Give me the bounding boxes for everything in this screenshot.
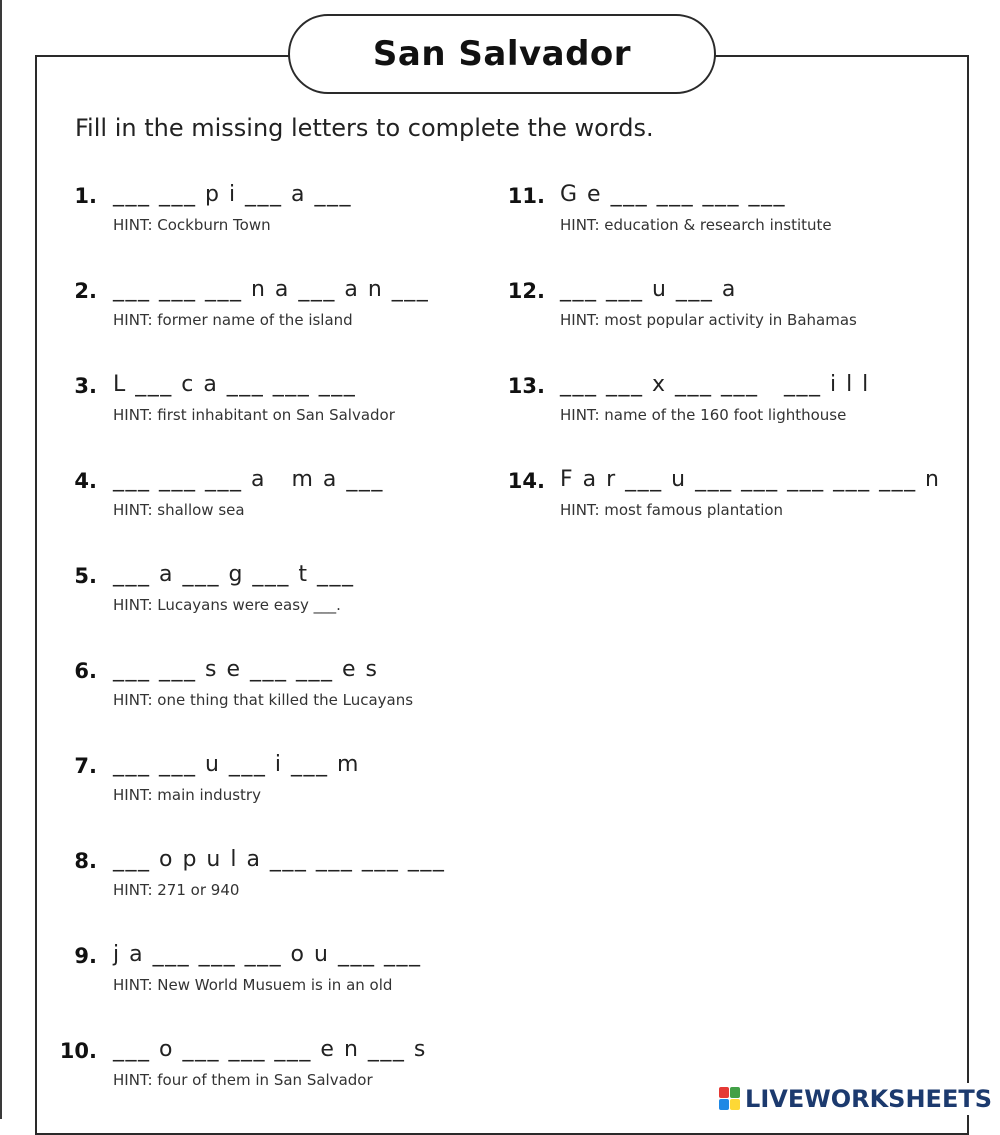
hint-text: HINT: New World Musuem is in an old	[113, 976, 393, 994]
word-puzzle[interactable]: ___ ___ ___ n a ___ a n ___	[113, 277, 430, 302]
hint-text: HINT: main industry	[113, 786, 261, 804]
question-number: 5.	[74, 564, 97, 588]
hint-text: HINT: former name of the island	[113, 311, 353, 329]
word-puzzle[interactable]: ___ ___ u ___ a	[560, 277, 737, 302]
word-puzzle[interactable]: ___ a ___ g ___ t ___	[113, 562, 355, 587]
word-puzzle[interactable]: j a ___ ___ ___ o u ___ ___	[113, 942, 422, 967]
liveworksheets-watermark	[713, 1083, 994, 1115]
title-banner	[288, 14, 716, 94]
question-number: 2.	[74, 279, 97, 303]
hint-text: HINT: 271 or 940	[113, 881, 240, 899]
word-puzzle[interactable]: L ___ c a ___ ___ ___	[113, 372, 357, 397]
worksheet-title: San Salvador	[372, 34, 632, 74]
word-puzzle[interactable]: F a r ___ u ___ ___ ___ ___ ___ n	[560, 467, 941, 492]
question-number: 14.	[507, 469, 545, 493]
word-puzzle[interactable]: ___ ___ u ___ i ___ m	[113, 752, 360, 777]
hint-text: HINT: one thing that killed the Lucayans	[113, 691, 414, 709]
hint-text: HINT: name of the 160 foot lighthouse	[560, 406, 847, 424]
hint-text: HINT: education & research institute	[560, 216, 832, 234]
question-number: 8.	[74, 849, 97, 873]
hint-text: HINT: first inhabitant on San Salvador	[113, 406, 395, 424]
liveworksheets-logo-icon	[719, 1087, 741, 1111]
question-number: 9.	[74, 944, 97, 968]
word-puzzle[interactable]: ___ o p u l a ___ ___ ___ ___	[113, 847, 446, 872]
hint-text: HINT: Lucayans were easy ___.	[113, 596, 341, 614]
word-puzzle[interactable]: G e ___ ___ ___ ___	[560, 182, 787, 207]
hint-text: HINT: most famous plantation	[560, 501, 784, 519]
hint-text: HINT: Cockburn Town	[113, 216, 271, 234]
question-number: 1.	[74, 184, 97, 208]
hint-text: HINT: most popular activity in Bahamas	[560, 311, 857, 329]
word-puzzle[interactable]: ___ ___ ___ a m a ___	[113, 467, 384, 492]
question-number: 11.	[507, 184, 545, 208]
question-number: 7.	[74, 754, 97, 778]
hint-text: HINT: four of them in San Salvador	[113, 1071, 373, 1089]
question-number: 10.	[59, 1039, 97, 1063]
question-number: 6.	[74, 659, 97, 683]
word-puzzle[interactable]: ___ o ___ ___ ___ e n ___ s	[113, 1037, 427, 1062]
word-puzzle[interactable]: ___ ___ p i ___ a ___	[113, 182, 353, 207]
question-number: 4.	[74, 469, 97, 493]
question-number: 13.	[507, 374, 545, 398]
watermark-text: LIVEWORKSHEETS	[745, 1085, 992, 1113]
question-number: 12.	[507, 279, 545, 303]
word-puzzle[interactable]: ___ ___ x ___ ___ ___ i l l	[560, 372, 870, 397]
instructions: Fill in the missing letters to complete the words.	[75, 114, 654, 142]
question-number: 3.	[74, 374, 97, 398]
hint-text: HINT: shallow sea	[113, 501, 245, 519]
word-puzzle[interactable]: ___ ___ s e ___ ___ e s	[113, 657, 379, 682]
